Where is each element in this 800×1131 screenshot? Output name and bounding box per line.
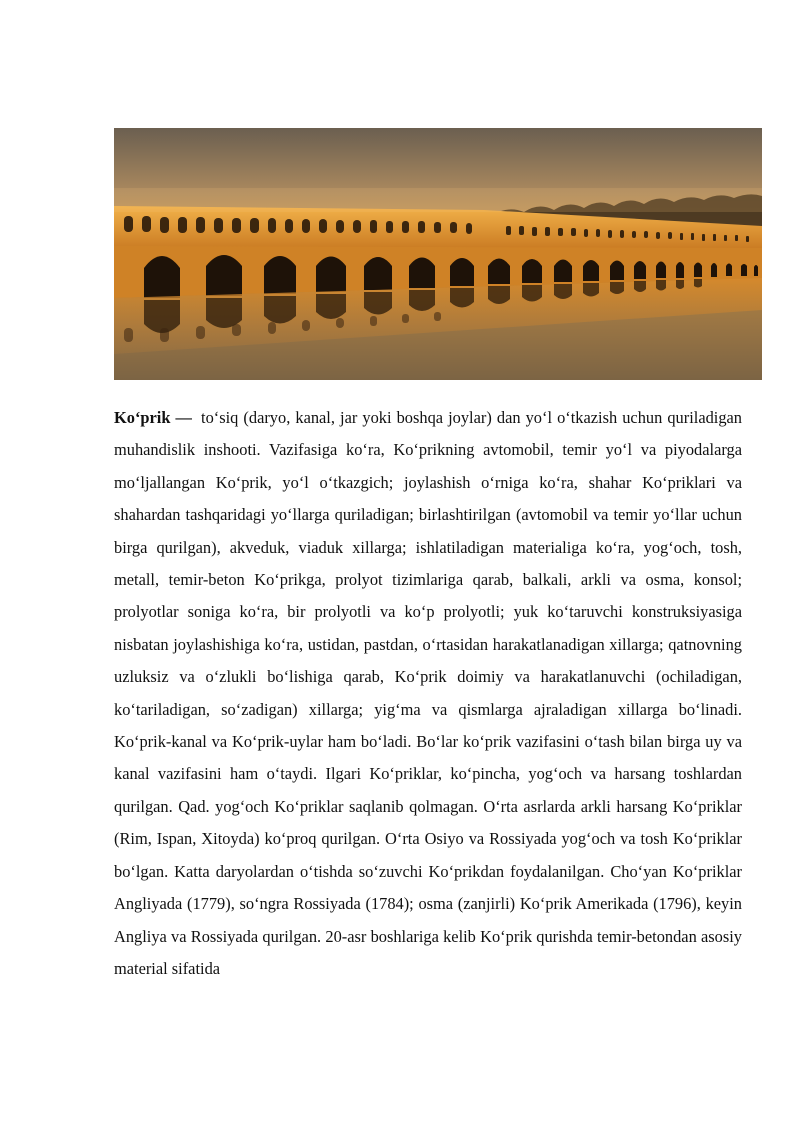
article-dash: — bbox=[170, 408, 198, 427]
bridge-photo bbox=[114, 128, 762, 380]
bridge-photo-graphic bbox=[114, 128, 762, 380]
article-term: Koʻprik bbox=[114, 408, 171, 427]
article-paragraph bbox=[114, 402, 742, 985]
article-body: toʻsiq (daryo, kanal, jar yoki boshqa joylar) dan yoʻl oʻtkazish uchun quriladigan muhandislik inshooti. Vazifasiga koʻra, Koʻprikning avtomobil, temir yoʻl va piyodalarga moʻljallangan Koʻprik, yoʻl oʻtkazgich; joylashish oʻrniga koʻra, shahar Koʻpriklari va shahardan tashqaridagi yoʻllarga quriladigan; birlashtirilgan (avtomobil va temir yoʻllar uchun birga qurilgan), akveduk, viaduk xillarga; ishlatiladigan materialiga koʻra, yogʻoch, tosh, metall, temir-beton Koʻprikga, prolyot tizimlariga qarab, balkali, arkli va osma, konsol; prolyotlar soniga koʻra, bir prolyotli va koʻp prolyotli; yuk koʻtaruvchi konstruksiyasiga nisbatan joylashishiga koʻra, ustidan, pastdan, oʻrtasidan harakatlanadigan xillarga; qatnovning uzluksiz va oʻzlukli boʻlishiga qarab, Koʻprik doimiy va harakatlanuvchi (ochiladigan, koʻtariladigan, soʻzadigan) xillarga; yigʻma va qismlarga ajraladigan xillarga boʻlinadi. Koʻprik-kanal va Koʻprik-uylar ham boʻladi. Boʻlar koʻprik vazifasini oʻtash bilan birga uy va kanal vazifasini ham oʻtaydi. Ilgari Koʻpriklar, koʻpincha, yogʻoch va harsang toshlardan qurilgan. Qad. yogʻoch Koʻpriklar saqlanib qolmagan. Oʻrta asrlarda arkli harsang Koʻpriklar (Rim, Ispan, Xitoyda) koʻproq qurilgan. Oʻrta Osiyo va Rossiyada yogʻoch va tosh Koʻpriklar boʻlgan. Katta daryolardan oʻtishda soʻzuvchi Koʻprikdan foydalanilgan. Choʻyan Koʻpriklar Angliyada (1779), soʻngra Rossiyada (1784); osma (zanjirli) Koʻprik Amerikada (1796), keyin Angliya va Rossiyada qurilgan. 20-asr boshlariga kelib Koʻprik qurishda temir-betondan asosiy material sifatida bbox=[114, 408, 743, 978]
